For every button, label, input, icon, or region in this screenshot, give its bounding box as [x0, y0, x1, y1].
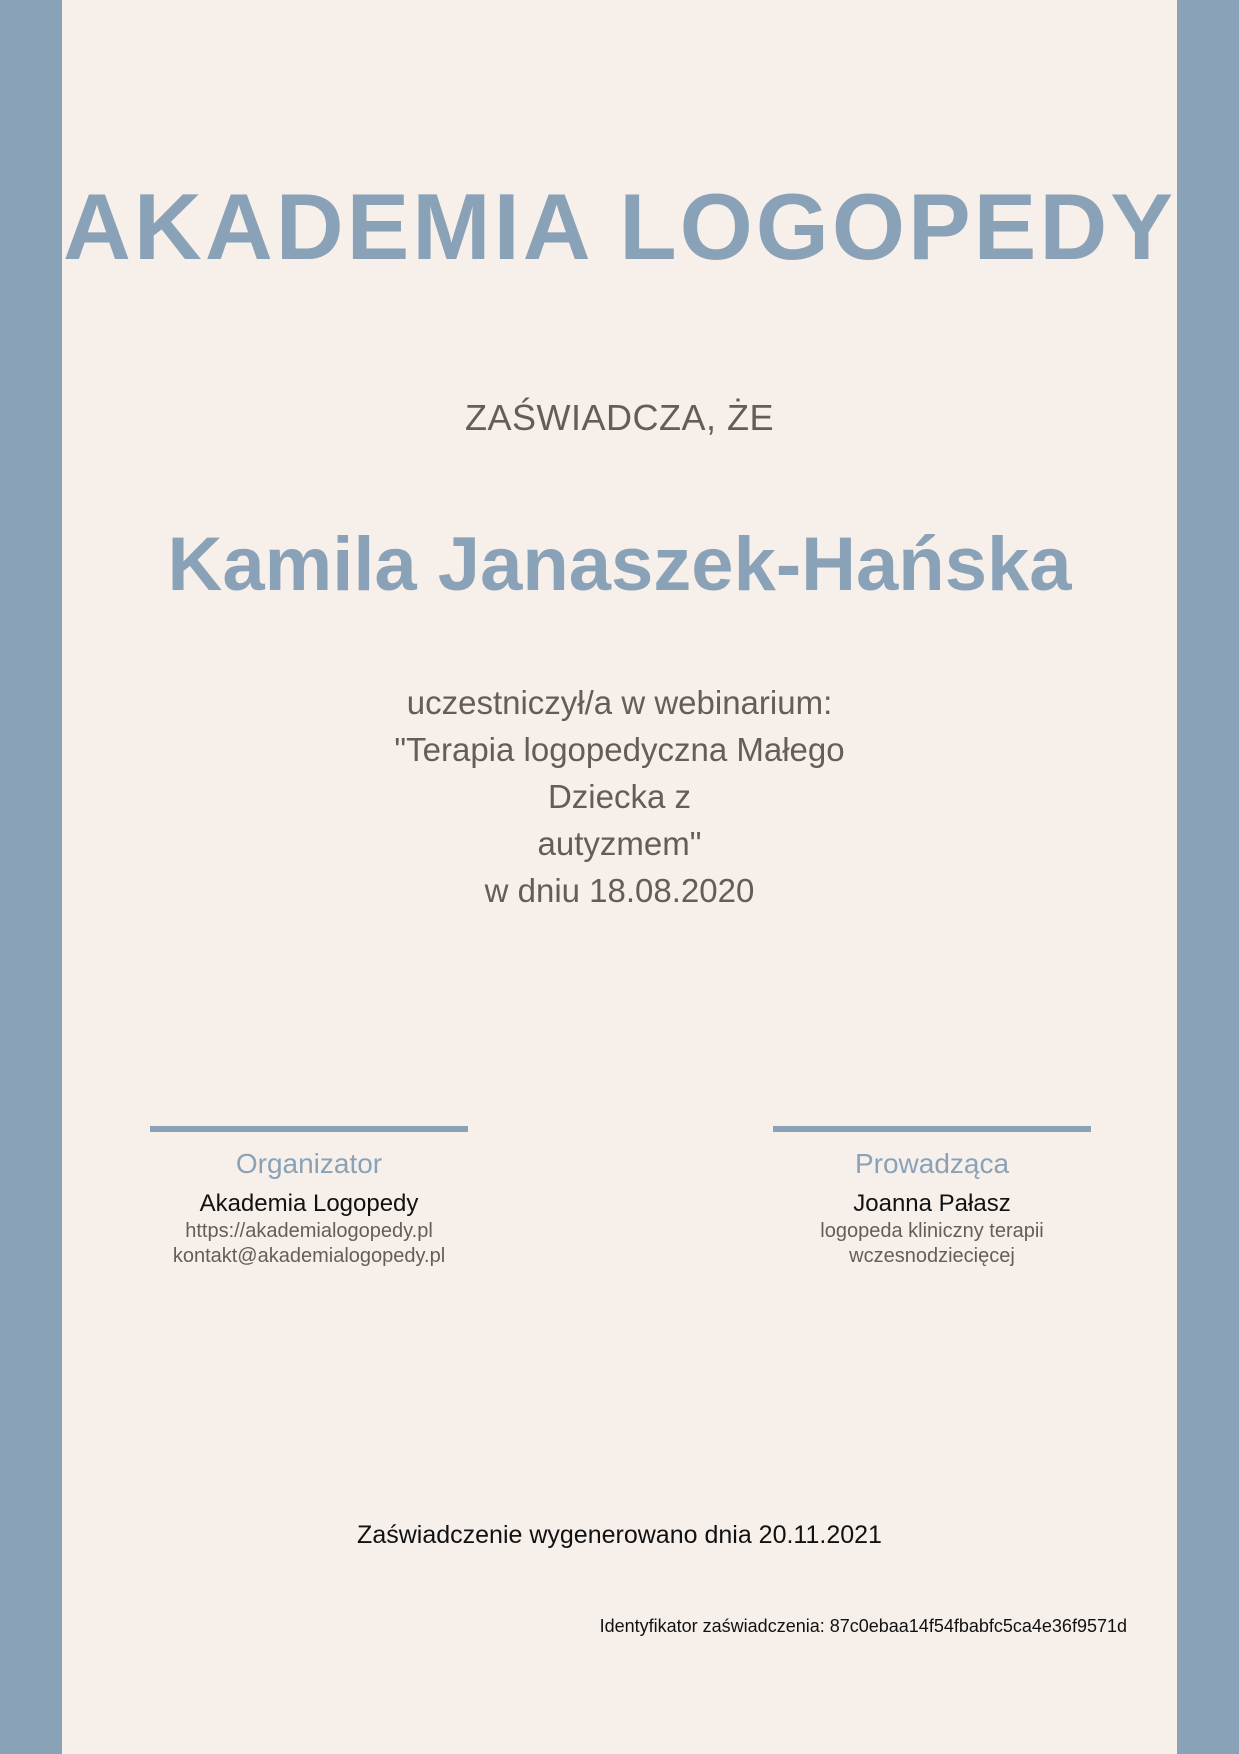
certifies-text: ZAŚWIADCZA, ŻE — [464, 397, 774, 438]
signature-line — [773, 1126, 1091, 1132]
host-title: logopeda kliniczny terapii — [820, 1220, 1044, 1242]
participant-name: Kamila Janaszek-Hańska — [167, 522, 1072, 607]
webinar-title-line: "Terapia logopedyczna Małego Dziecka z — [394, 731, 845, 815]
issuer-title: AKADEMIA LOGOPEDY — [63, 174, 1176, 279]
organizer-name: Akademia Logopedy — [199, 1190, 419, 1217]
organizer-signature-block — [150, 1126, 468, 1269]
host-title: wczesnodziecięcej — [849, 1245, 1015, 1267]
organizer-email: kontakt@akademialogopedy.pl — [172, 1245, 446, 1267]
organizer-role: Organizator — [235, 1148, 383, 1179]
webinar-title-line: autyzmem" — [537, 825, 702, 862]
host-signature-block — [773, 1126, 1091, 1269]
certificate-identifier: Identyfikator zaświadczenia: 87c0ebaa14f54fbabfc5ca4e36f9571d — [599, 1616, 1127, 1636]
organizer-website: https://akademialogopedy.pl — [185, 1220, 433, 1242]
webinar-date: w dniu 18.08.2020 — [484, 872, 755, 909]
webinar-description — [332, 679, 907, 914]
host-name: Joanna Pałasz — [853, 1190, 1011, 1217]
description-line: uczestniczył/a w webinarium: — [406, 684, 833, 721]
signature-line — [150, 1126, 468, 1132]
certificate-page — [62, 0, 1177, 1754]
host-role: Prowadząca — [854, 1148, 1010, 1179]
generated-date: Zaświadczenie wygenerowano dnia 20.11.2021 — [357, 1521, 882, 1549]
